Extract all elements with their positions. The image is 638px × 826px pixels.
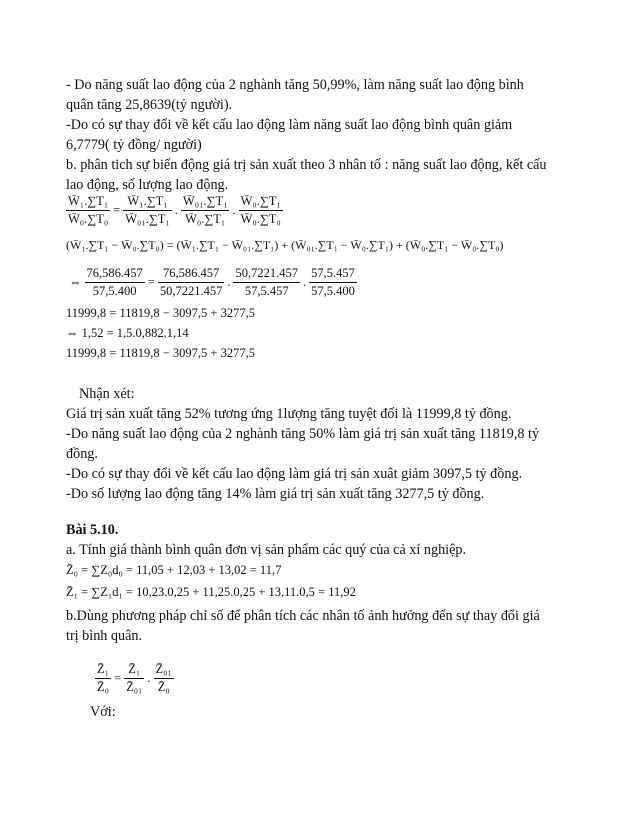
with-label: Với: — [90, 704, 116, 720]
fraction: $\frac{\text{W̄₀.∑T₁}}{\text{W̄₀.∑T₀}}$ — [240, 194, 281, 226]
paragraph-line: quân tăng 25,8639(tỷ người). — [66, 97, 233, 113]
fraction: $\frac{\text{Z̄₀₁}}{\text{Z̄₀}}$ — [155, 662, 172, 694]
equation-z0: Z̄₀ = ∑Z₀d₀ = 11,05 + 12,03 + 13,02 = 11,7 — [66, 563, 282, 577]
fraction: $\frac{76,586.457}{50,7221.457}$ — [159, 266, 223, 298]
equation-average-index: $\frac{\text{Z̄₁}}{\text{Z̄₀}}$ = $\frac{\text{Z̄₁}}{\text{Z̄₀₁}}$ . $\frac{\text{Z̄₀₁}}{\text{Z̄₀}}$ — [97, 662, 172, 694]
paragraph-line: lao động, số lượng lao động. — [66, 177, 229, 193]
exercise-heading: Bài 5.10. — [66, 522, 119, 538]
remark-line: đồng. — [66, 446, 98, 462]
equation-line: ⇔ 1,52 = 1,5.0,882.1,14 — [66, 326, 189, 340]
fraction: $\frac{\text{Z̄₁}}{\text{Z̄₀}}$ — [97, 662, 109, 694]
fraction: $\frac{76,586.457}{57,5.400}$ — [86, 266, 143, 298]
paragraph-line: b. phân tich sự biến động giá trị sản xuất theo 3 nhân tố : năng suất lao động, kết cấu — [66, 157, 547, 173]
fraction: $\frac{57,5.457}{57,5.400}$ — [311, 266, 355, 298]
equation-numeric-decomposition: ⇔ $\frac{76,586.457}{57,5.400}$ = $\frac{76,586.457}{50,7221.457}$ . $\frac{50,7221.457}{57,5.457}$ . $\frac{57,5.457}{57,5.400}$ — [69, 266, 355, 298]
question-b: b.Dùng phương pháp chỉ số để phân tích các nhân tố ảnh hưởng đến sự thay đổi giá — [66, 608, 540, 624]
equation-absolute-decomposition: (W̄₁.∑T₁ − W̄₀.∑T₀) = (W̄₁.∑T₁ − W̄₀₁.∑T₁) + (W̄₀₁.∑T₁ − W̄₀.∑T₁) + (W̄₀.∑T₁ − W̄₀.∑T₀) — [66, 238, 504, 252]
remark-line: -Do số lượng lao động tăng 14% làm giá trị sản xuất tăng 3277,5 tỷ đồng. — [66, 486, 485, 502]
question-a: a. Tính giá thành bình quân đơn vị sản phẩm các quý của cả xí nghiệp. — [66, 542, 467, 558]
remark-heading: Nhận xét: — [79, 386, 135, 402]
fraction: $\frac{\text{Z̄₁}}{\text{Z̄₀₁}}$ — [126, 662, 143, 694]
remark-line: Giá trị sản xuất tăng 52% tương ứng 1lượng tăng tuyệt đối là 11999,8 tỷ đồng. — [66, 406, 512, 422]
fraction: $\frac{\text{W̄₁.∑T₁}}{\text{W̄₀.∑T₀}}$ — [68, 194, 109, 226]
paragraph-line: -Do có sự thay đổi về kết cấu lao động làm năng suất lao động bình quân giảm — [66, 117, 513, 133]
equation-line: 11999,8 = 11819,8 − 3097,5 + 3277,5 — [66, 346, 255, 360]
fraction: $\frac{50,7221.457}{57,5.457}$ — [235, 266, 298, 298]
remark-line: -Do năng suất lao động của 2 nghành tăng 50% làm giá trị sản xuất tăng 11819,8 tỷ — [66, 426, 540, 442]
equation-z1: Z̄₁ = ∑Z₁d₁ = 10,23.0,25 + 11,25.0,25 + 13,11.0,5 = 11,92 — [66, 585, 356, 599]
fraction: $\frac{\text{W̄₁.∑T₁}}{\text{W̄₀₁.∑T₁}}$ — [125, 194, 170, 226]
equation-index-decomposition: $\frac{\text{W̄₁.∑T₁}}{\text{W̄₀.∑T₀}}$ = $\frac{\text{W̄₁.∑T₁}}{\text{W̄₀₁.∑T₁}}$ . $\frac{\text{W̄₀₁.∑T₁}}{\text{W̄₀.∑T₁}}$ . $\frac{\text{W̄₀.∑T₁}}{\text{W̄₀.∑T₀}}$ — [68, 194, 281, 226]
fraction: $\frac{\text{W̄₀₁.∑T₁}}{\text{W̄₀.∑T₁}}$ — [182, 194, 228, 226]
remark-line: -Do có sự thay đổi về kết cấu lao động làm giá trị sản xuât giảm 3097,5 tỷ đồng. — [66, 466, 523, 482]
paragraph-line: - Do năng suất lao động của 2 nghành tăng 50,99%, làm năng suất lao động bình — [66, 77, 524, 93]
question-b: trị bình quân. — [66, 628, 143, 644]
paragraph-line: 6,7779( tỷ đồng/ người) — [66, 137, 202, 153]
equation-line: 11999,8 = 11819,8 − 3097,5 + 3277,5 — [66, 306, 255, 320]
